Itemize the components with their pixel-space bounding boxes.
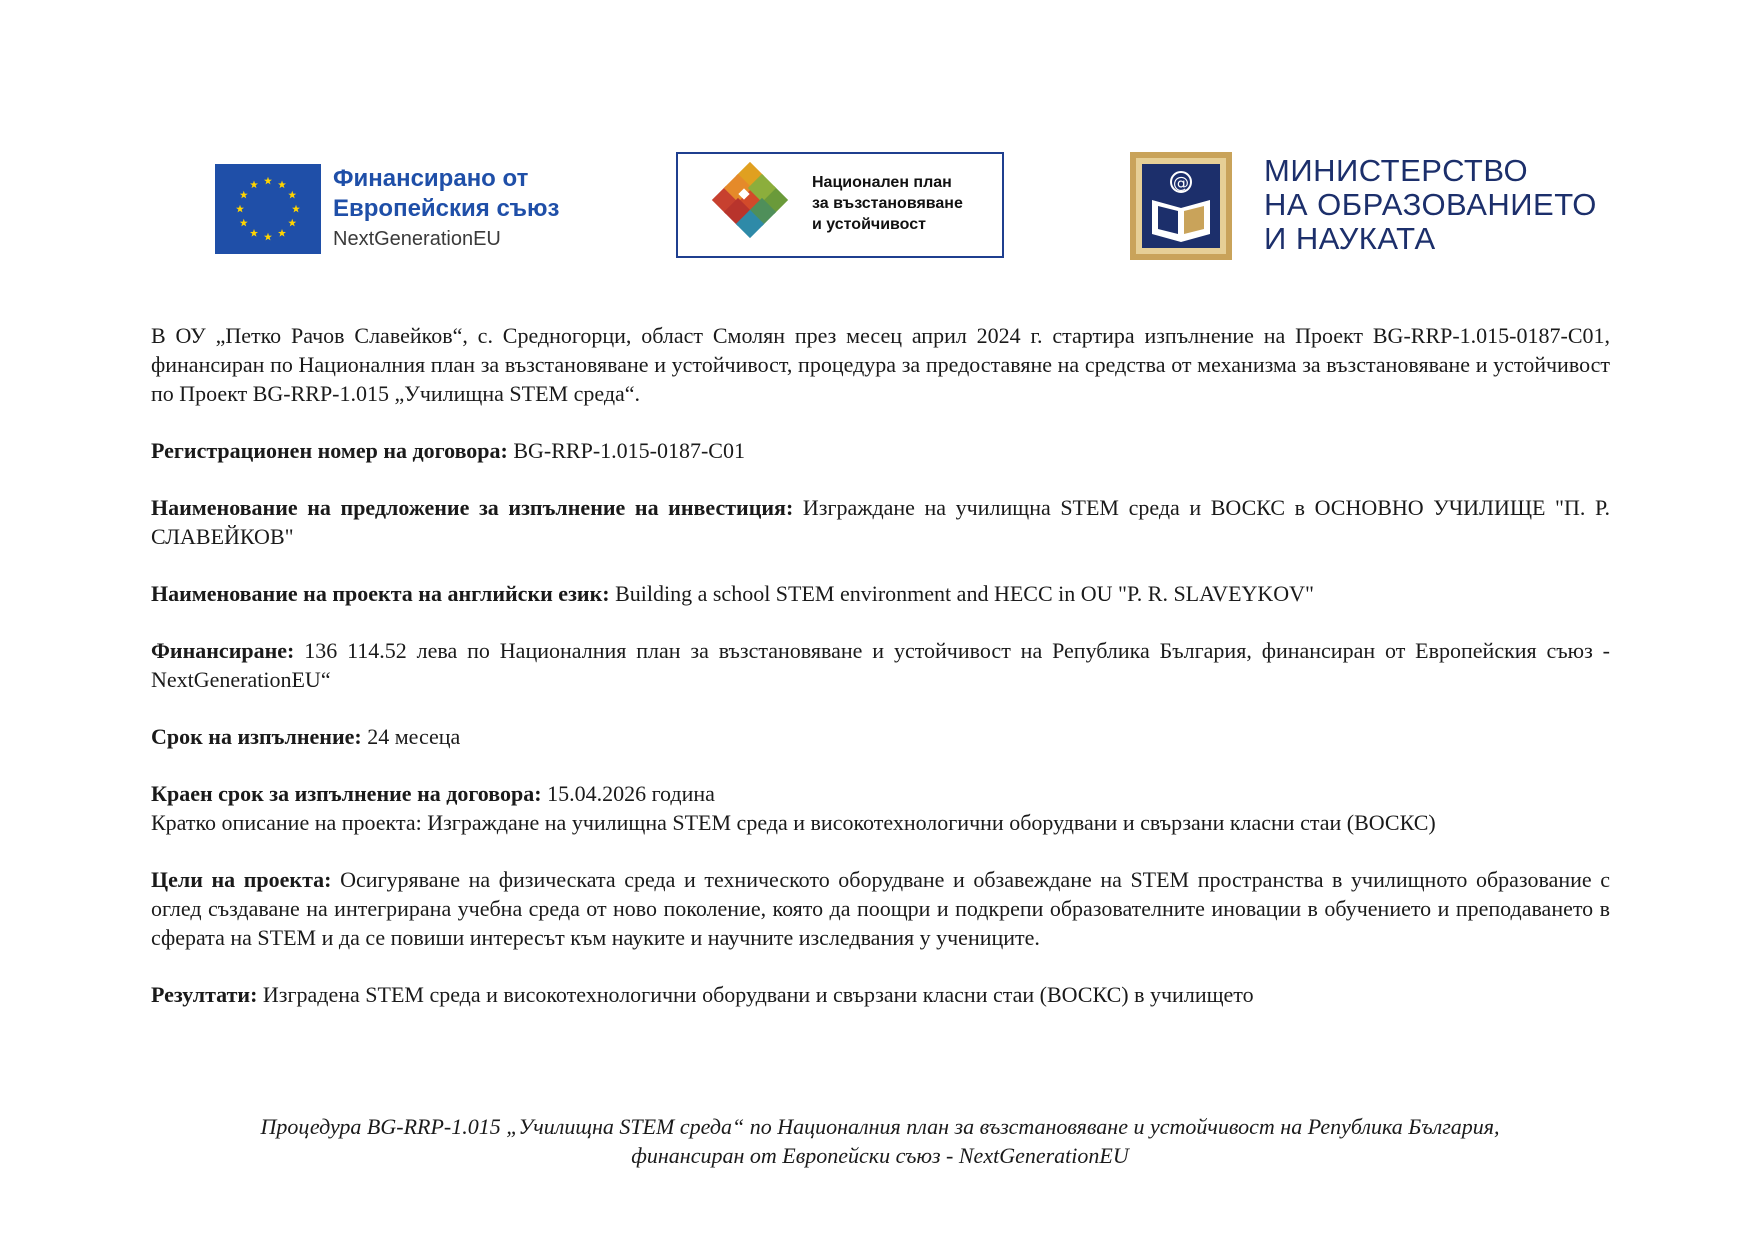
eu-flag-icon — [215, 164, 321, 254]
proposal-name-paragraph — [151, 493, 1610, 551]
book-emblem-icon — [1130, 152, 1232, 260]
funding-paragraph — [151, 636, 1610, 694]
npvu-logo — [676, 152, 1004, 258]
funding-value: 136 114.52 лева по Националния план за възстановяване и устойчивост на Република България, финансиран от Европейския съюз - NextGenerationEU“ — [151, 638, 1610, 692]
english-name-label: Наименование на проекта на английски език: — [151, 581, 610, 606]
npvu-logo-line-3: и устойчивост — [812, 216, 926, 233]
eu-logo-line-3: NextGenerationEU — [333, 228, 501, 250]
npvu-logo-line-1: Национален план — [812, 174, 952, 191]
funding-label: Финансиране: — [151, 638, 295, 663]
footer-line-1: Процедура BG-RRP-1.015 „Училищна STEM среда“ по Националния план за възстановяване и устойчивост на Република България, — [260, 1114, 1500, 1139]
ministry-logo-text — [1264, 154, 1624, 256]
duration-value: 24 месеца — [361, 724, 461, 749]
procedure-footer — [140, 1112, 1620, 1170]
short-description-paragraph: Кратко описание на проекта: Изграждане на училищна STEM среда и високотехнологични оборудвани и свързани класни стаи (ВОСКС) — [151, 810, 1436, 835]
npvu-logo-text — [812, 172, 1002, 235]
deadline-label: Краен срок за изпълнение на договора: — [151, 781, 542, 806]
ministry-logo — [1130, 152, 1610, 260]
ministry-logo-line-3: И НАУКАТА — [1264, 221, 1436, 256]
eu-logo-line-1: Финансирано от — [333, 165, 529, 192]
document-body — [151, 321, 1610, 1037]
deadline-paragraph — [151, 779, 1610, 808]
eu-funding-logo — [215, 164, 560, 254]
npvu-pattern-icon — [704, 162, 796, 250]
registration-number-label: Регистрационен номер на договора: — [151, 438, 508, 463]
goals-paragraph — [151, 865, 1610, 952]
proposal-name-value: Изграждане на училищна STEM среда и ВОСКС в ОСНОВНО УЧИЛИЩЕ "П. Р. СЛАВЕЙКОВ" — [151, 495, 1611, 549]
registration-number-value: BG-RRP-1.015-0187-C01 — [507, 438, 745, 463]
intro-paragraph: В ОУ „Петко Рачов Славейков“, с. Средногорци, област Смолян през месец април 2024 г. стартира изпълнение на Проект BG-RRP-1.015-0187-C01, финансиран по Националния план за възстановяване и устойчивост, процедура за предоставяне на средства от механизма за възстановяване и устойчивост по Проект BG-RRP-1.015 „Училищна STEM среда“. — [151, 323, 1610, 406]
eu-logo-line-2: Европейския съюз — [333, 195, 560, 222]
ministry-logo-line-1: МИНИСТЕРСТВО — [1264, 153, 1529, 188]
results-paragraph — [151, 980, 1610, 1009]
duration-paragraph — [151, 722, 1610, 751]
eu-logo-text — [333, 164, 560, 254]
duration-label: Срок на изпълнение: — [151, 724, 362, 749]
npvu-logo-line-2: за възстановяване — [812, 195, 963, 212]
english-name-paragraph — [151, 579, 1610, 608]
goals-label: Цели на проекта: — [151, 867, 332, 892]
ministry-logo-line-2: НА ОБРАЗОВАНИЕТО — [1264, 187, 1597, 222]
english-name-value: Building a school STEM environment and HECC in OU "P. R. SLAVEYKOV" — [609, 581, 1315, 606]
emblem-at-symbol: @ — [1173, 173, 1189, 192]
goals-value: Осигуряване на физическата среда и техническото оборудване и обзавеждане на STEM пространства в училищното образование с оглед създаване на интегрирана учебна среда от ново поколение, която да поощри и подкрепи образователните иновации в обучението и преподаването в сферата на STEM и да се повиши интересът към науките и научните изследвания у учениците. — [151, 867, 1610, 950]
registration-number-paragraph — [151, 436, 1610, 465]
results-value: Изградена STEM среда и високотехнологични оборудвани и свързани класни стаи (ВОСКС) в училището — [257, 982, 1254, 1007]
results-label: Резултати: — [151, 982, 258, 1007]
footer-line-2: финансиран от Европейски съюз - NextGenerationEU — [631, 1143, 1129, 1168]
proposal-name-label: Наименование на предложение за изпълнение на инвестиция: — [151, 495, 794, 520]
deadline-value: 15.04.2026 година — [541, 781, 715, 806]
